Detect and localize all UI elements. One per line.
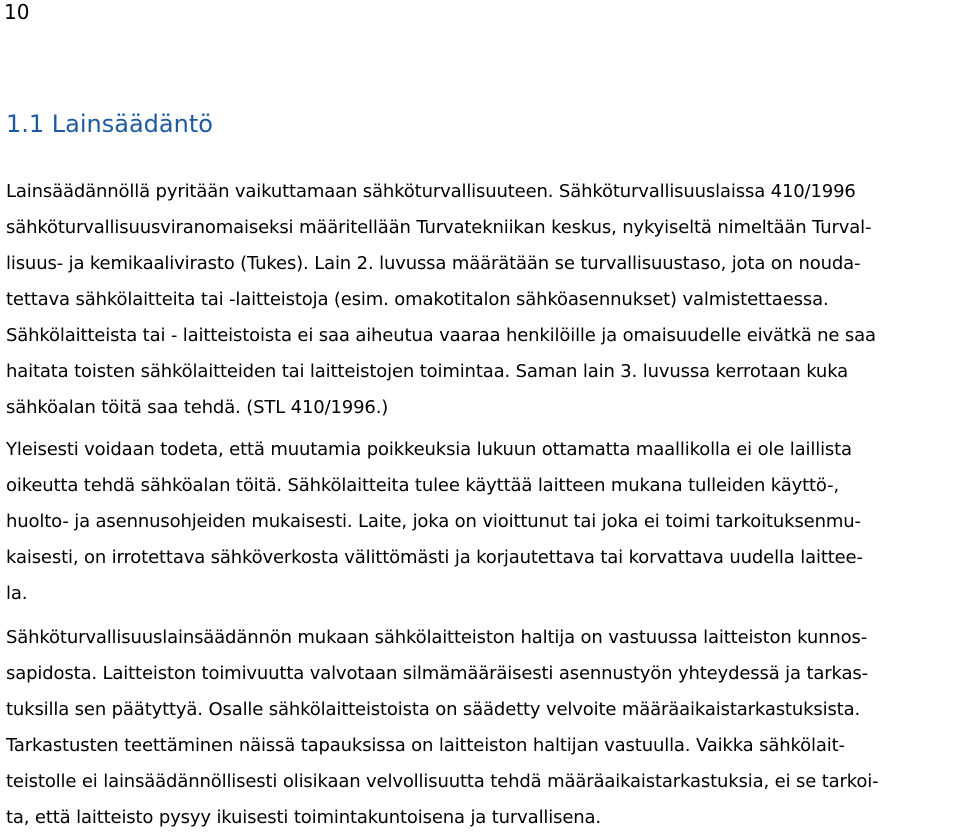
section-heading: 1.1 Lainsäädäntö [6,110,213,138]
text-line: Sähköturvallisuuslainsäädännön mukaan sähkölaitteiston haltija on vastuussa laitteiston kunnos- [6,627,868,648]
paragraph-owner-responsibility [6,620,878,836]
page-number: 10 [4,0,30,24]
text-line: Sähkölaitteista tai - laitteistoista ei saa aiheutua vaaraa henkilöille ja omaisuudelle eivätkä ne saa [6,325,876,346]
text-line: Yleisesti voidaan todeta, että muutamia poikkeuksia lukuun ottamatta maallikolla ei ole laillista [6,439,852,460]
text-line: sähköalan töitä saa tehdä. (STL 410/1996.) [6,397,389,418]
text-line: huolto- ja asennusohjeiden mukaisesti. Laite, joka on vioittunut tai joka ei toimi tarkoituksenmu- [6,511,861,532]
text-line: ta, että laitteisto pysyy ikuisesti toimintakuntoisena ja turvallisena. [6,807,601,828]
paragraph-legislation-intro [6,174,876,426]
text-line: sapidosta. Laitteiston toimivuutta valvotaan silmämääräisesti asennustyön yhteydessä ja tarkas- [6,663,868,684]
text-line: tuksilla sen päätyttyä. Osalle sähkölaitteistoista on säädetty velvoite määräaikaistarkastuksista. [6,699,861,720]
text-line: oikeutta tehdä sähköalan töitä. Sähkölaitteita tulee käyttää laitteen mukana tulleiden käyttö-, [6,475,840,496]
text-line: Tarkastusten teettäminen näissä tapauksissa on laitteiston haltijan vastuulla. Vaikka sähkölait- [6,735,845,756]
text-line: Lainsäädännöllä pyritään vaikuttamaan sähköturvallisuuteen. Sähköturvallisuuslaissa 410/1996 [6,181,856,202]
text-line: haitata toisten sähkölaitteiden tai laitteistojen toimintaa. Saman lain 3. luvussa kerrotaan kuka [6,361,849,382]
text-line: tettava sähkölaitteita tai -laitteistoja (esim. omakotitalon sähköasennukset) valmistettaessa. [6,289,829,310]
text-line: teistolle ei lainsäädännöllisesti olisikaan velvollisuutta tehdä määräaikaistarkastuksia, ei se tarkoi- [6,771,879,792]
text-line: lisuus- ja kemikaalivirasto (Tukes). Lain 2. luvussa määrätään se turvallisuustaso, jota on nouda- [6,253,861,274]
text-line: kaisesti, on irrotettava sähköverkosta välittömästi ja korjautettava tai korvattava uudella laittee- [6,547,863,568]
text-line: sähköturvallisuusviranomaiseksi määritellään Turvatekniikan keskus, nykyiseltä nimeltään Turval- [6,217,872,238]
text-line: la. [6,583,28,604]
paragraph-layperson-rights [6,432,863,612]
